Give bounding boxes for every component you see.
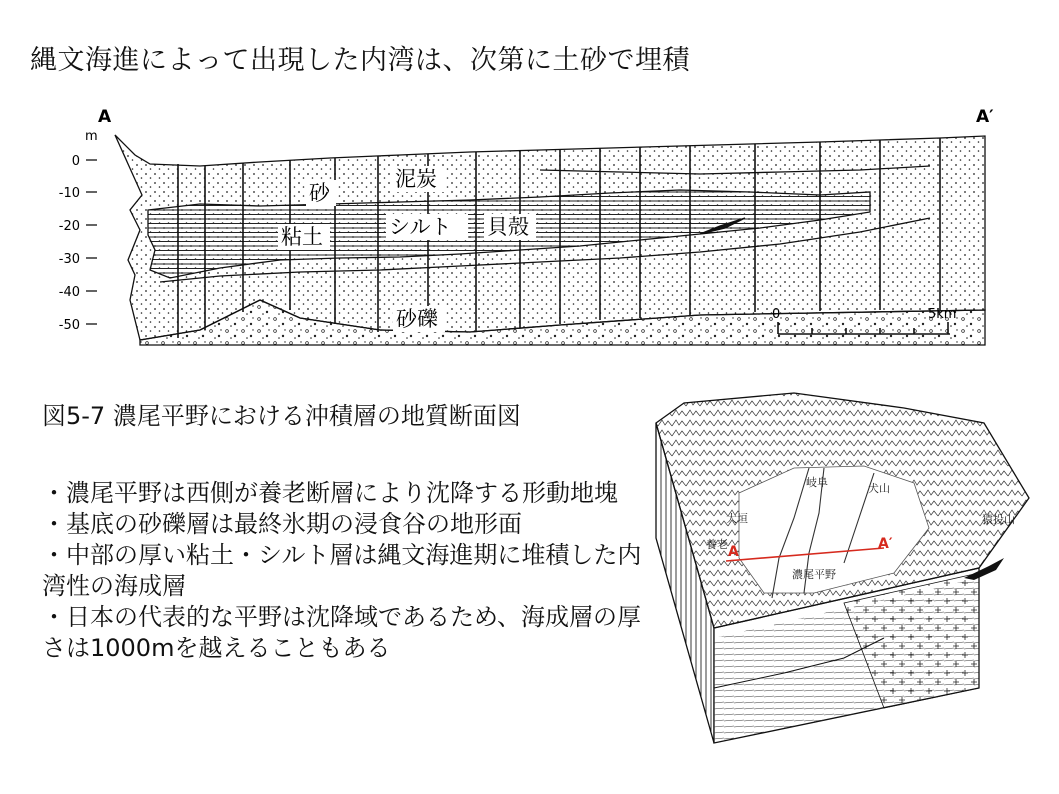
label-sand: 砂 [309,181,330,205]
bullet-item: ・濃尾平野は西側が養老断層により沈降する形動地塊 [42,479,618,507]
place-yoro: 養老 [706,538,728,551]
slide-title: 縄文海進によって出現した内湾は、次第に土砂で埋積 [30,45,690,76]
depth-tick-label: -10 [58,186,80,201]
marker-a-prime: A′ [878,536,893,552]
depth-unit: m [85,129,98,144]
label-silt: シルト [389,215,452,239]
depth-tick-label: -50 [58,318,80,333]
label-shells: 貝殻 [487,215,529,239]
bullet-list [42,478,642,664]
bullet-item: ・中部の厚い粘土・シルト層は縄文海進期に堆積した内湾性の海成層 [42,541,642,600]
scale-start-label: 0 [772,307,781,322]
place-gifu: 岐阜 [806,476,828,489]
section-end-a: A [98,107,112,127]
depth-axis [59,154,97,333]
depth-tick-label: -40 [58,285,80,300]
depth-tick-label: 0 [71,154,80,169]
geologic-cross-section [0,100,1000,350]
place-inuyama: 犬山 [868,482,890,495]
place-ogaki: 大垣 [726,512,748,525]
bullet-item: ・日本の代表的な平野は沈降域であるため、海成層の厚さは1000mを越えることもある [42,603,642,662]
section-end-a-prime: A′ [976,107,994,127]
label-clay: 粘土 [281,225,323,249]
label-gravel: 砂礫 [396,307,438,331]
depth-tick-label: -30 [58,252,80,267]
label-peat: 泥炭 [395,167,437,191]
scale-end-label: 5km [928,307,957,322]
place-sanage: 猿投山 [982,513,1015,526]
depth-tick-label: -20 [58,219,80,234]
marker-a: A [728,544,739,560]
plain-name: 濃尾平野 [792,568,836,581]
block-diagram [644,388,1044,758]
figure-caption: 図5-7 濃尾平野における沖積層の地質断面図 [42,402,521,430]
bullet-item: ・基底の砂礫層は最終氷期の浸食谷の地形面 [42,510,522,538]
